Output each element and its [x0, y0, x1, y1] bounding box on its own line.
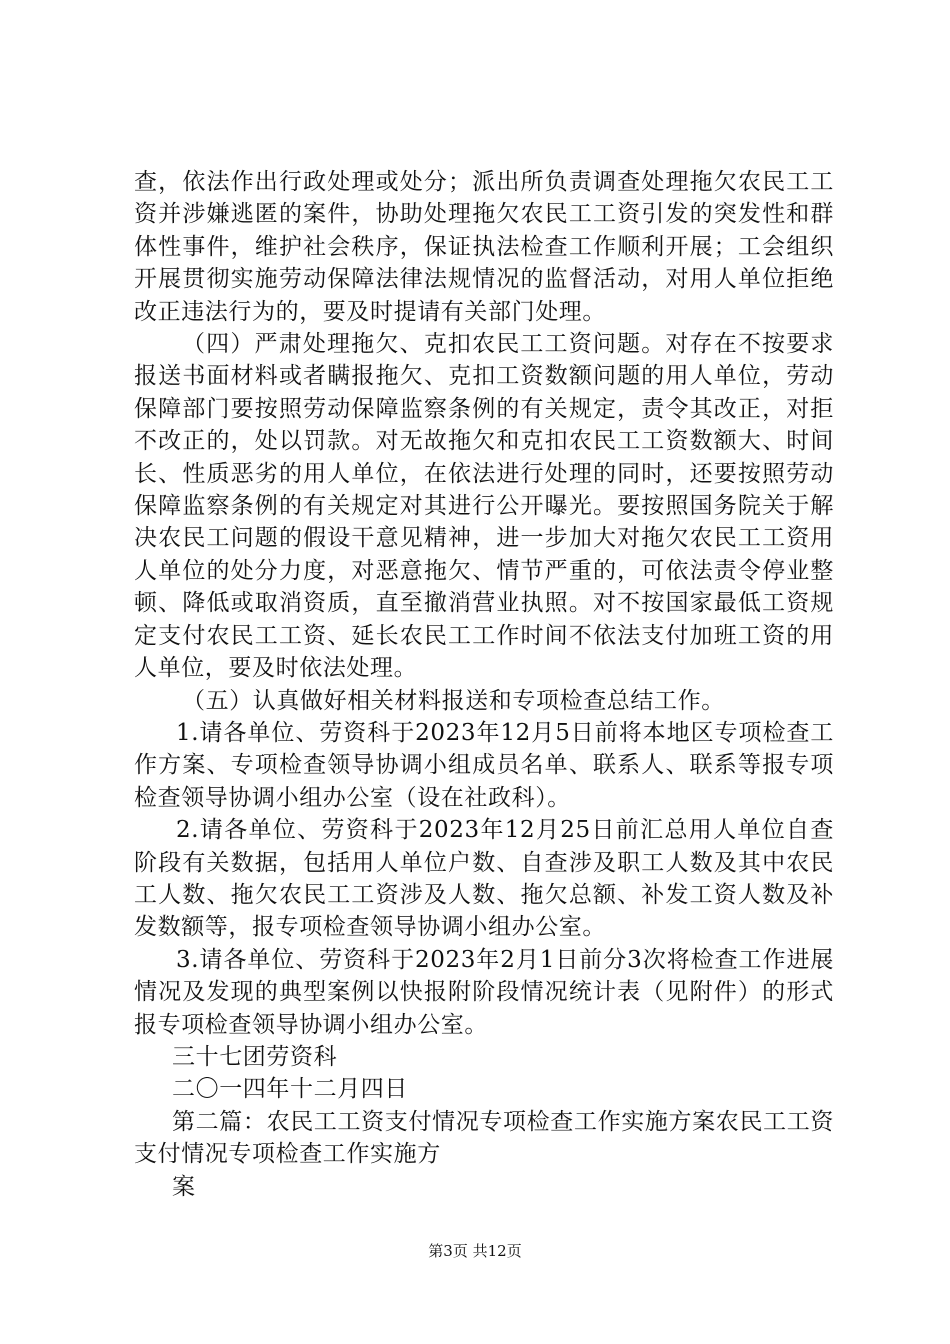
- paragraph-section-five: （五）认真做好相关材料报送和专项检查总结工作。: [182, 687, 725, 714]
- paragraph-section-four: （四）严肃处理拖欠、克扣农民工工资问题。对存在不按要求报送书面材料或者瞒报拖欠、克扣工资数额问题的用人单位，劳动保障部门要按照劳动保障监察条例的有关规定，责令其改正，对拒不改正的，处以罚款。对无故拖欠和克扣农民工工资数额大、时间长、性质恶劣的用人单位，在依法进行处理的同时，还要按照劳动保障监察条例的有关规定对其进行公开曝光。要按照国务院关于解决农民工问题的假设干意见精神，进一步加大对拖欠农民工工资用人单位的处分力度，对恶意拖欠、情节严重的，可依法责令停业整顿、降低或取消资质，直至撤消营业执照。对不按国家最低工资规定支付农民工工资、延长农民工工作时间不依法支付加班工资的用人单位，要及时依法处理。: [134, 331, 834, 682]
- chapter-heading: 第二篇：农民工工资支付情况专项检查工作实施方案农民工工资支付情况专项检查工作实施方: [134, 1108, 834, 1168]
- paragraph-item-2: 2.请各单位、劳资科于2023年12月25日前汇总用人单位自查阶段有关数据，包括用人单位户数、自查涉及职工人数及其中农民工人数、拖欠农民工工资涉及人数、拖欠总额、补发工资人数及补发数额等，报专项检查领导协调小组办公室。: [134, 817, 834, 941]
- document-body: [134, 166, 834, 1203]
- paragraph-continuation: 查，依法作出行政处理或处分；派出所负责调查处理拖欠农民工工资并涉嫌逃匿的案件，协助处理拖欠农民工工资引发的突发性和群体性事件，维护社会秩序，保证执法检查工作顺利开展；工会组织开展贯彻实施劳动保障法律法规情况的监督活动，对用人单位拒绝改正违法行为的，要及时提请有关部门处理。: [134, 169, 834, 325]
- signature-date: 二〇一四年十二月四日: [172, 1076, 408, 1103]
- signature-organization: 三十七团劳资科: [172, 1043, 338, 1070]
- paragraph-item-1: 1.请各单位、劳资科于2023年12月5日前将本地区专项检查工作方案、专项检查领导协调小组成员名单、联系人、联系等报专项检查领导协调小组办公室（设在社政科）。: [134, 719, 834, 811]
- page-number-footer: 第3页 共12页: [428, 1242, 522, 1260]
- paragraph-item-3: 3.请各单位、劳资科于2023年2月1日前分3次将检查工作进展情况及发现的典型案例以快报附阶段情况统计表（见附件）的形式报专项检查领导协调小组办公室。: [134, 946, 834, 1038]
- chapter-heading-tail: 案: [172, 1173, 196, 1200]
